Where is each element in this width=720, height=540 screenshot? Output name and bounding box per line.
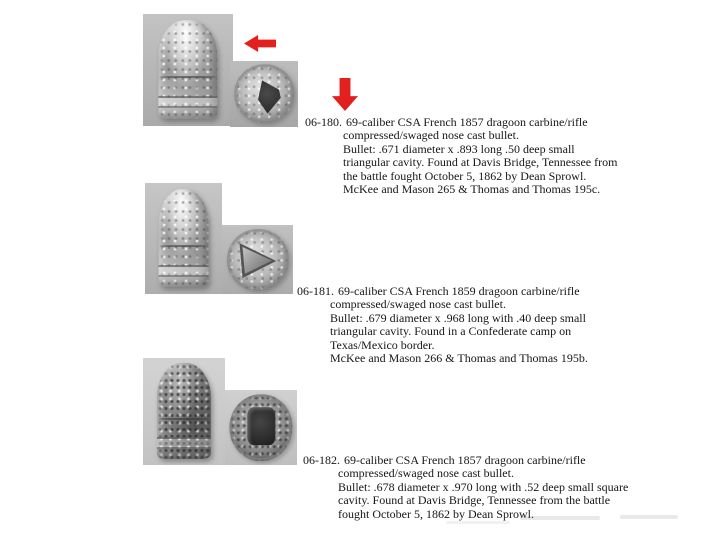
red-left-arrow-icon: [244, 35, 276, 52]
bullet-side-view-photo-06-180: [143, 14, 233, 126]
entry-line: McKee and Mason 265 & Thomas and Thomas 195c.: [343, 182, 601, 197]
scan-artifact: [520, 516, 600, 520]
entry-line: [303, 454, 628, 467]
entry-line: cavity. Found at Davis Bridge, Tennessee from the battle: [338, 493, 611, 508]
triangular-cavity: [258, 80, 281, 113]
entry-line: Bullet: .678 diameter x .970 long with .52 deep small square: [338, 479, 629, 494]
bullet-base-image: [226, 228, 288, 290]
entry-line: McKee and Mason 266 & Thomas and Thomas 195b.: [330, 351, 588, 366]
bullet-seam: [159, 76, 216, 78]
entry-line: Bullet: .671 diameter x .893 long .50 deep small: [343, 141, 575, 156]
entry-text-06-180: [305, 116, 617, 196]
entry-line: Bullet: .679 diameter x .968 long with .40 deep small: [330, 310, 586, 325]
entry-id: 06-182.: [303, 453, 340, 467]
entry-text-06-182: [303, 454, 628, 521]
bullet-seam: [158, 418, 210, 420]
entry-line: [297, 285, 588, 298]
entry-line-text: 69-caliber CSA French 1857 dragoon carbine/rifle: [346, 115, 588, 129]
entry-line-text: 69-caliber CSA French 1857 dragoon carbine/rifle: [344, 453, 586, 467]
entry-line: triangular cavity. Found at Davis Bridge, Tennessee from: [343, 155, 618, 170]
bullet-base-image: [234, 64, 294, 123]
bullet-seam: [159, 245, 208, 247]
entry-line: [305, 116, 617, 129]
entry-line: the battle fought October 5, 1862 by Dean Sprowl.: [343, 168, 587, 183]
entry-line: compressed/swaged nose cast bullet.: [338, 466, 514, 481]
scan-artifact: [446, 521, 510, 524]
entry-line: Texas/Mexico border.: [330, 337, 435, 352]
entry-line-text: 69-caliber CSA French 1859 dragoon carbine/rifle: [338, 284, 580, 298]
bullet-groove: [157, 437, 211, 449]
entry-line: compressed/swaged nose cast bullet.: [330, 297, 506, 312]
bullet-base-view-photo-06-180: [230, 61, 298, 127]
entry-line: fought October 5, 1862 by Dean Sprowl.: [338, 506, 534, 521]
square-cavity: [248, 407, 276, 445]
bullet-base-view-photo-06-181: [222, 225, 293, 294]
entry-line: triangular cavity. Found in a Confederate camp on: [330, 324, 572, 339]
red-down-arrow-icon: [332, 78, 358, 111]
entry-line: compressed/swaged nose cast bullet.: [343, 128, 519, 143]
bullet-side-image: [157, 363, 211, 458]
bullet-groove: [158, 96, 217, 108]
bullet-base-view-photo-06-182: [225, 390, 297, 465]
entry-id: 06-181.: [297, 284, 334, 298]
entry-id: 06-180.: [305, 115, 342, 129]
bullet-side-view-photo-06-182: [143, 358, 225, 465]
bullet-side-image: [158, 20, 217, 120]
bullet-side-view-photo-06-181: [145, 183, 222, 294]
scan-artifact: [620, 515, 678, 519]
bullet-side-image: [158, 189, 209, 288]
entry-text-06-181: [297, 285, 588, 365]
bullet-base-image: [229, 394, 292, 462]
bullet-groove: [158, 265, 209, 277]
